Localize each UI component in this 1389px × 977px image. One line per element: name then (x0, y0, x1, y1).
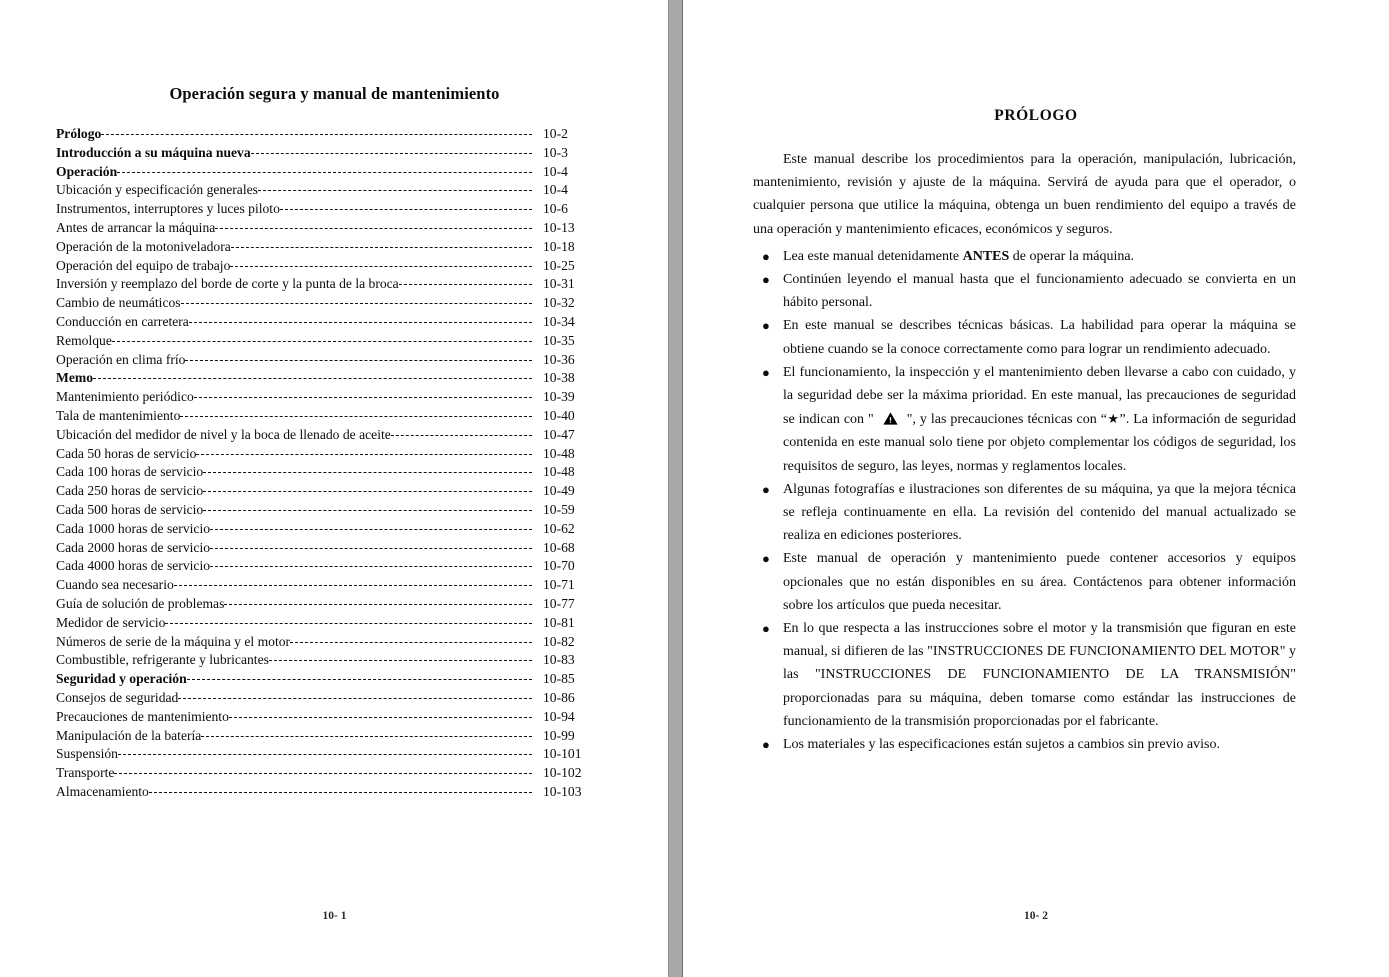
bullet-marker-icon: ● (762, 318, 770, 334)
bullet-marker-icon: ● (762, 248, 770, 264)
page-footer-number: 10- 2 (1024, 910, 1048, 922)
toc-leader-dashes (93, 378, 532, 379)
bullet-item-basic-techniques: ● En este manual se describes técnicas básicas. La habilidad para operar la máquina se obtiene cuando se la conoce correctamente como para lograr un rendimiento adecuado. (753, 314, 1296, 360)
toc-entry-label: Guía de solución de problemas (56, 595, 225, 611)
toc-entry-page-number: 10-47 (543, 426, 575, 442)
star-icon: ★ (1106, 411, 1120, 427)
toc-leader-dashes (185, 360, 532, 361)
toc-entry[interactable] (56, 709, 601, 728)
toc-leader-dashes (174, 585, 532, 586)
toc-leader-dashes (181, 303, 532, 304)
toc-entry-label: Cada 250 horas de servicio (56, 483, 204, 499)
toc-leader-dashes (210, 529, 532, 530)
toc-entry-page-number: 10-40 (543, 407, 575, 423)
toc-entry[interactable] (56, 220, 601, 239)
toc-leader-dashes (196, 454, 532, 455)
toc-entry-page-number: 10-39 (543, 389, 575, 405)
bullet-marker-icon: ● (762, 364, 770, 380)
toc-entry-page-number: 10-59 (543, 501, 575, 517)
toc-entry[interactable] (56, 239, 601, 258)
toc-entry-page-number: 10-83 (543, 652, 575, 668)
toc-entry-label: Instrumentos, interruptores y luces piloto (56, 201, 280, 217)
toc-leader-dashes (210, 566, 532, 567)
toc-entry-page-number: 10-31 (543, 276, 575, 292)
page-right-prologue (683, 0, 1389, 977)
toc-leader-dashes (118, 754, 532, 755)
bullet-item-safety-symbols: ● El funcionamiento, la inspección y el mantenimiento deben llevarse a cabo con cuidado, y la seguridad debe ser la máxima prioridad. En este manual, las precauciones de seguridad se indican con " ", y las precauciones técnicas con “★”. La información de seguridad contenida en este manual solo tiene por objeto complementar los códigos de seguridad, los requisitos de seguro, las leyes, normas y reglamentos locales. (753, 361, 1296, 478)
toc-leader-dashes (391, 435, 532, 436)
bullet-marker-icon: ● (762, 737, 770, 753)
toc-leader-dashes (251, 153, 532, 154)
toc-entry-page-number: 10-6 (543, 201, 568, 217)
toc-entry-page-number: 10-102 (543, 765, 582, 781)
toc-entry-page-number: 10-82 (543, 633, 575, 649)
toc-entry-page-number: 10-13 (543, 219, 575, 235)
page-gutter-divider (668, 0, 683, 977)
toc-entry[interactable] (56, 634, 601, 653)
toc-entry-page-number: 10-2 (543, 126, 568, 141)
toc-entry[interactable] (56, 276, 601, 295)
toc-leader-dashes (269, 660, 532, 661)
toc-entry-page-number: 10-86 (543, 689, 575, 705)
toc-entry-page-number: 10-49 (543, 483, 575, 499)
bullet-marker-icon: ● (762, 481, 770, 497)
bullet-marker-icon: ● (762, 551, 770, 567)
toc-entry-page-number: 10-32 (543, 295, 575, 311)
toc-entry-label: Introducción a su máquina nueva (56, 144, 251, 160)
toc-entry-label: Suspensión (56, 746, 118, 762)
toc-entry-label: Cada 500 horas de servicio (56, 501, 204, 517)
toc-entry-page-number: 10-99 (543, 727, 575, 743)
toc-entry-page-number: 10-71 (543, 577, 575, 593)
toc-leader-dashes (187, 679, 532, 680)
toc-entry-label: Combustible, refrigerante y lubricantes (56, 652, 269, 668)
toc-leader-dashes (229, 717, 532, 718)
toc-entry-page-number: 10-36 (543, 351, 575, 367)
toc-entry[interactable] (56, 370, 601, 389)
page-title: Operación segura y manual de mantenimiento (169, 84, 500, 103)
toc-entry-label: Cada 50 horas de servicio (56, 445, 197, 461)
page-footer-number: 10- 1 (322, 910, 347, 922)
bullet-item-keep-reading: ● Continúen leyendo el manual hasta que el funcionamiento adecuado se convierta en un hábito personal. (753, 268, 1296, 314)
toc-entry[interactable] (56, 577, 601, 596)
toc-entry-label: Inversión y reemplazo del borde de corte y la punta de la broca (56, 276, 399, 292)
toc-leader-dashes (149, 792, 532, 793)
toc-leader-dashes (203, 491, 532, 492)
toc-entry-label: Ubicación del medidor de nivel y la boca de llenado de aceite (56, 426, 391, 442)
toc-entry-label: Cada 4000 horas de servicio (56, 558, 211, 574)
toc-entry-page-number: 10-68 (543, 539, 575, 555)
toc-entry[interactable] (56, 521, 601, 540)
toc-leader-dashes (101, 134, 532, 135)
toc-leader-dashes (203, 510, 532, 511)
toc-entry[interactable] (56, 314, 601, 333)
toc-entry-label: Cuando sea necesario (56, 577, 174, 593)
table-of-contents (56, 126, 601, 803)
toc-leader-dashes (290, 642, 532, 643)
toc-entry-page-number: 10-18 (543, 238, 575, 254)
toc-entry[interactable] (56, 765, 601, 784)
toc-entry-page-number: 10-35 (543, 332, 575, 348)
toc-entry[interactable] (56, 558, 601, 577)
toc-entry-label: Manipulación de la batería (56, 727, 202, 743)
toc-entry-label: Seguridad y operación (56, 671, 187, 687)
toc-entry-label: Almacenamiento (56, 783, 149, 799)
toc-entry[interactable] (56, 746, 601, 765)
toc-entry-label: Operación del equipo de trabajo (56, 257, 231, 273)
bullet-marker-icon: ● (762, 621, 770, 637)
toc-entry[interactable] (56, 145, 601, 164)
toc-entry[interactable] (56, 427, 601, 446)
bullet-marker-icon: ● (762, 272, 770, 288)
toc-leader-dashes (280, 209, 532, 210)
toc-leader-dashes (180, 416, 532, 417)
toc-leader-dashes (201, 736, 532, 737)
toc-entry-label: Conducción en carretera (56, 313, 189, 329)
toc-entry-label: Cada 1000 horas de servicio (56, 520, 211, 536)
toc-entry-label: Cada 100 horas de servicio (56, 464, 204, 480)
toc-entry[interactable] (56, 596, 601, 615)
toc-entry[interactable] (56, 652, 601, 671)
toc-leader-dashes (189, 322, 532, 323)
toc-entry-label: Mantenimiento periódico (56, 389, 194, 405)
toc-entry-label: Cambio de neumáticos (56, 295, 181, 311)
toc-entry-label: Prólogo (56, 126, 102, 141)
toc-entry-page-number: 10-25 (543, 257, 575, 273)
toc-leader-dashes (194, 397, 532, 398)
toc-entry-page-number: 10-103 (543, 783, 582, 799)
toc-entry[interactable] (56, 483, 601, 502)
toc-entry-label: Operación en clima frío (56, 351, 186, 367)
toc-leader-dashes (117, 172, 532, 173)
toc-entry[interactable] (56, 540, 601, 559)
toc-leader-dashes (224, 604, 532, 605)
toc-entry-page-number: 10-48 (543, 464, 575, 480)
toc-entry-page-number: 10-48 (543, 445, 575, 461)
toc-entry[interactable] (56, 295, 601, 314)
toc-entry[interactable] (56, 389, 601, 408)
toc-entry[interactable] (56, 690, 601, 709)
toc-entry[interactable] (56, 201, 601, 220)
toc-entry-label: Operación de la motoniveladora (56, 238, 231, 254)
prologue-body (753, 148, 1296, 756)
toc-entry[interactable] (56, 352, 601, 371)
toc-entry[interactable] (56, 615, 601, 634)
toc-entry-label: Antes de arrancar la máquina (56, 219, 216, 235)
page-left-toc (0, 0, 669, 977)
toc-entry-label: Consejos de seguridad (56, 689, 179, 705)
prologue-heading: PRÓLOGO (994, 107, 1078, 124)
toc-entry-page-number: 10-101 (543, 746, 582, 762)
toc-entry-page-number: 10-81 (543, 614, 575, 630)
toc-entry-label: Transporte (56, 765, 115, 781)
toc-entry-label: Precauciones de mantenimiento (56, 708, 229, 724)
toc-leader-dashes (114, 773, 532, 774)
prologue-bullet-list (753, 245, 1296, 756)
toc-entry-label: Cada 2000 horas de servicio (56, 539, 211, 555)
toc-leader-dashes (230, 266, 532, 267)
toc-entry-page-number: 10-94 (543, 708, 575, 724)
toc-entry-page-number: 10-4 (543, 182, 568, 198)
toc-entry-page-number: 10-70 (543, 558, 575, 574)
toc-entry[interactable] (56, 728, 601, 747)
toc-entry[interactable] (56, 671, 601, 690)
toc-entry-page-number: 10-77 (543, 595, 575, 611)
toc-entry[interactable] (56, 408, 601, 427)
toc-leader-dashes (399, 284, 532, 285)
toc-entry-label: Memo (56, 370, 93, 386)
toc-entry-page-number: 10-4 (543, 163, 568, 179)
bullet-item-photos-differ: ● Algunas fotografías e ilustraciones son diferentes de su máquina, ya que la mejora técnica se refleja continuamente en ella. La revisión del contenido del manual actualizado se realiza en ediciones posteriores. (753, 478, 1296, 548)
toc-entry[interactable] (56, 502, 601, 521)
toc-entry[interactable] (56, 182, 601, 201)
toc-entry[interactable] (56, 446, 601, 465)
bullet-item-engine-transmission: ● En lo que respecta a las instrucciones sobre el motor y la transmisión que figuran en este manual, si difieren de las "INSTRUCCIONES DE FUNCIONAMIENTO DEL MOTOR" y las "INSTRUCCIONES DE FUNCIONAMIENTO DE LA TRANSMISIÓN" proporcionadas para su máquina, deben tomarse como estándar las instrucciones de funcionamiento de la transmisión proporcionadas por el fabricante. (753, 617, 1296, 733)
toc-entry-label: Remolque (56, 332, 112, 348)
toc-entry-label: Ubicación y especificación generales (56, 182, 258, 198)
toc-leader-dashes (203, 472, 532, 473)
toc-entry-page-number: 10-34 (543, 313, 575, 329)
toc-entry-page-number: 10-85 (543, 671, 575, 687)
toc-leader-dashes (258, 190, 532, 191)
toc-entry-label: Operación (56, 163, 118, 179)
toc-entry[interactable] (56, 333, 601, 352)
intro-paragraph: Este manual describe los procedimientos para la operación, manipulación, lubricación, mantenimiento, revisión y ajuste de la máquina. Servirá de ayuda para que el operador, o cualquier persona que utilice la máquina, obtenga un buen rendimiento del equipo a través de una operación y mantenimiento eficaces, económicos y seguros. (753, 152, 1296, 237)
toc-leader-dashes (215, 228, 532, 229)
toc-entry[interactable] (56, 164, 601, 183)
toc-entry-page-number: 10-62 (543, 520, 575, 536)
toc-leader-dashes (165, 623, 532, 624)
toc-entry[interactable] (56, 258, 601, 277)
toc-leader-dashes (231, 247, 532, 248)
bullet-item-read-before: ● Lea este manual detenidamente ANTES de operar la máquina. (753, 245, 1296, 268)
warning-triangle-icon (883, 412, 898, 425)
toc-entry[interactable] (56, 126, 601, 145)
toc-entry-label: Medidor de servicio (56, 614, 166, 630)
toc-entry-label: Tala de mantenimiento (56, 407, 181, 423)
toc-leader-dashes (210, 548, 532, 549)
emphasis-text: ANTES (962, 248, 1010, 264)
toc-leader-dashes (112, 341, 532, 342)
bullet-item-optional-equipment: ● Este manual de operación y mantenimiento puede contener accesorios y equipos opcionales que no están disponibles en su área. Contáctenos para obtener información sobre los artículos que pueda necesitar. (753, 547, 1296, 617)
toc-leader-dashes (178, 698, 532, 699)
toc-entry[interactable] (56, 464, 601, 483)
toc-entry[interactable] (56, 784, 601, 803)
toc-entry-page-number: 10-3 (543, 144, 568, 160)
bullet-item-subject-to-change: ● Los materiales y las especificaciones están sujetos a cambios sin previo aviso. (753, 733, 1296, 756)
toc-entry-page-number: 10-38 (543, 370, 575, 386)
toc-entry-label: Números de serie de la máquina y el motor (56, 633, 291, 649)
